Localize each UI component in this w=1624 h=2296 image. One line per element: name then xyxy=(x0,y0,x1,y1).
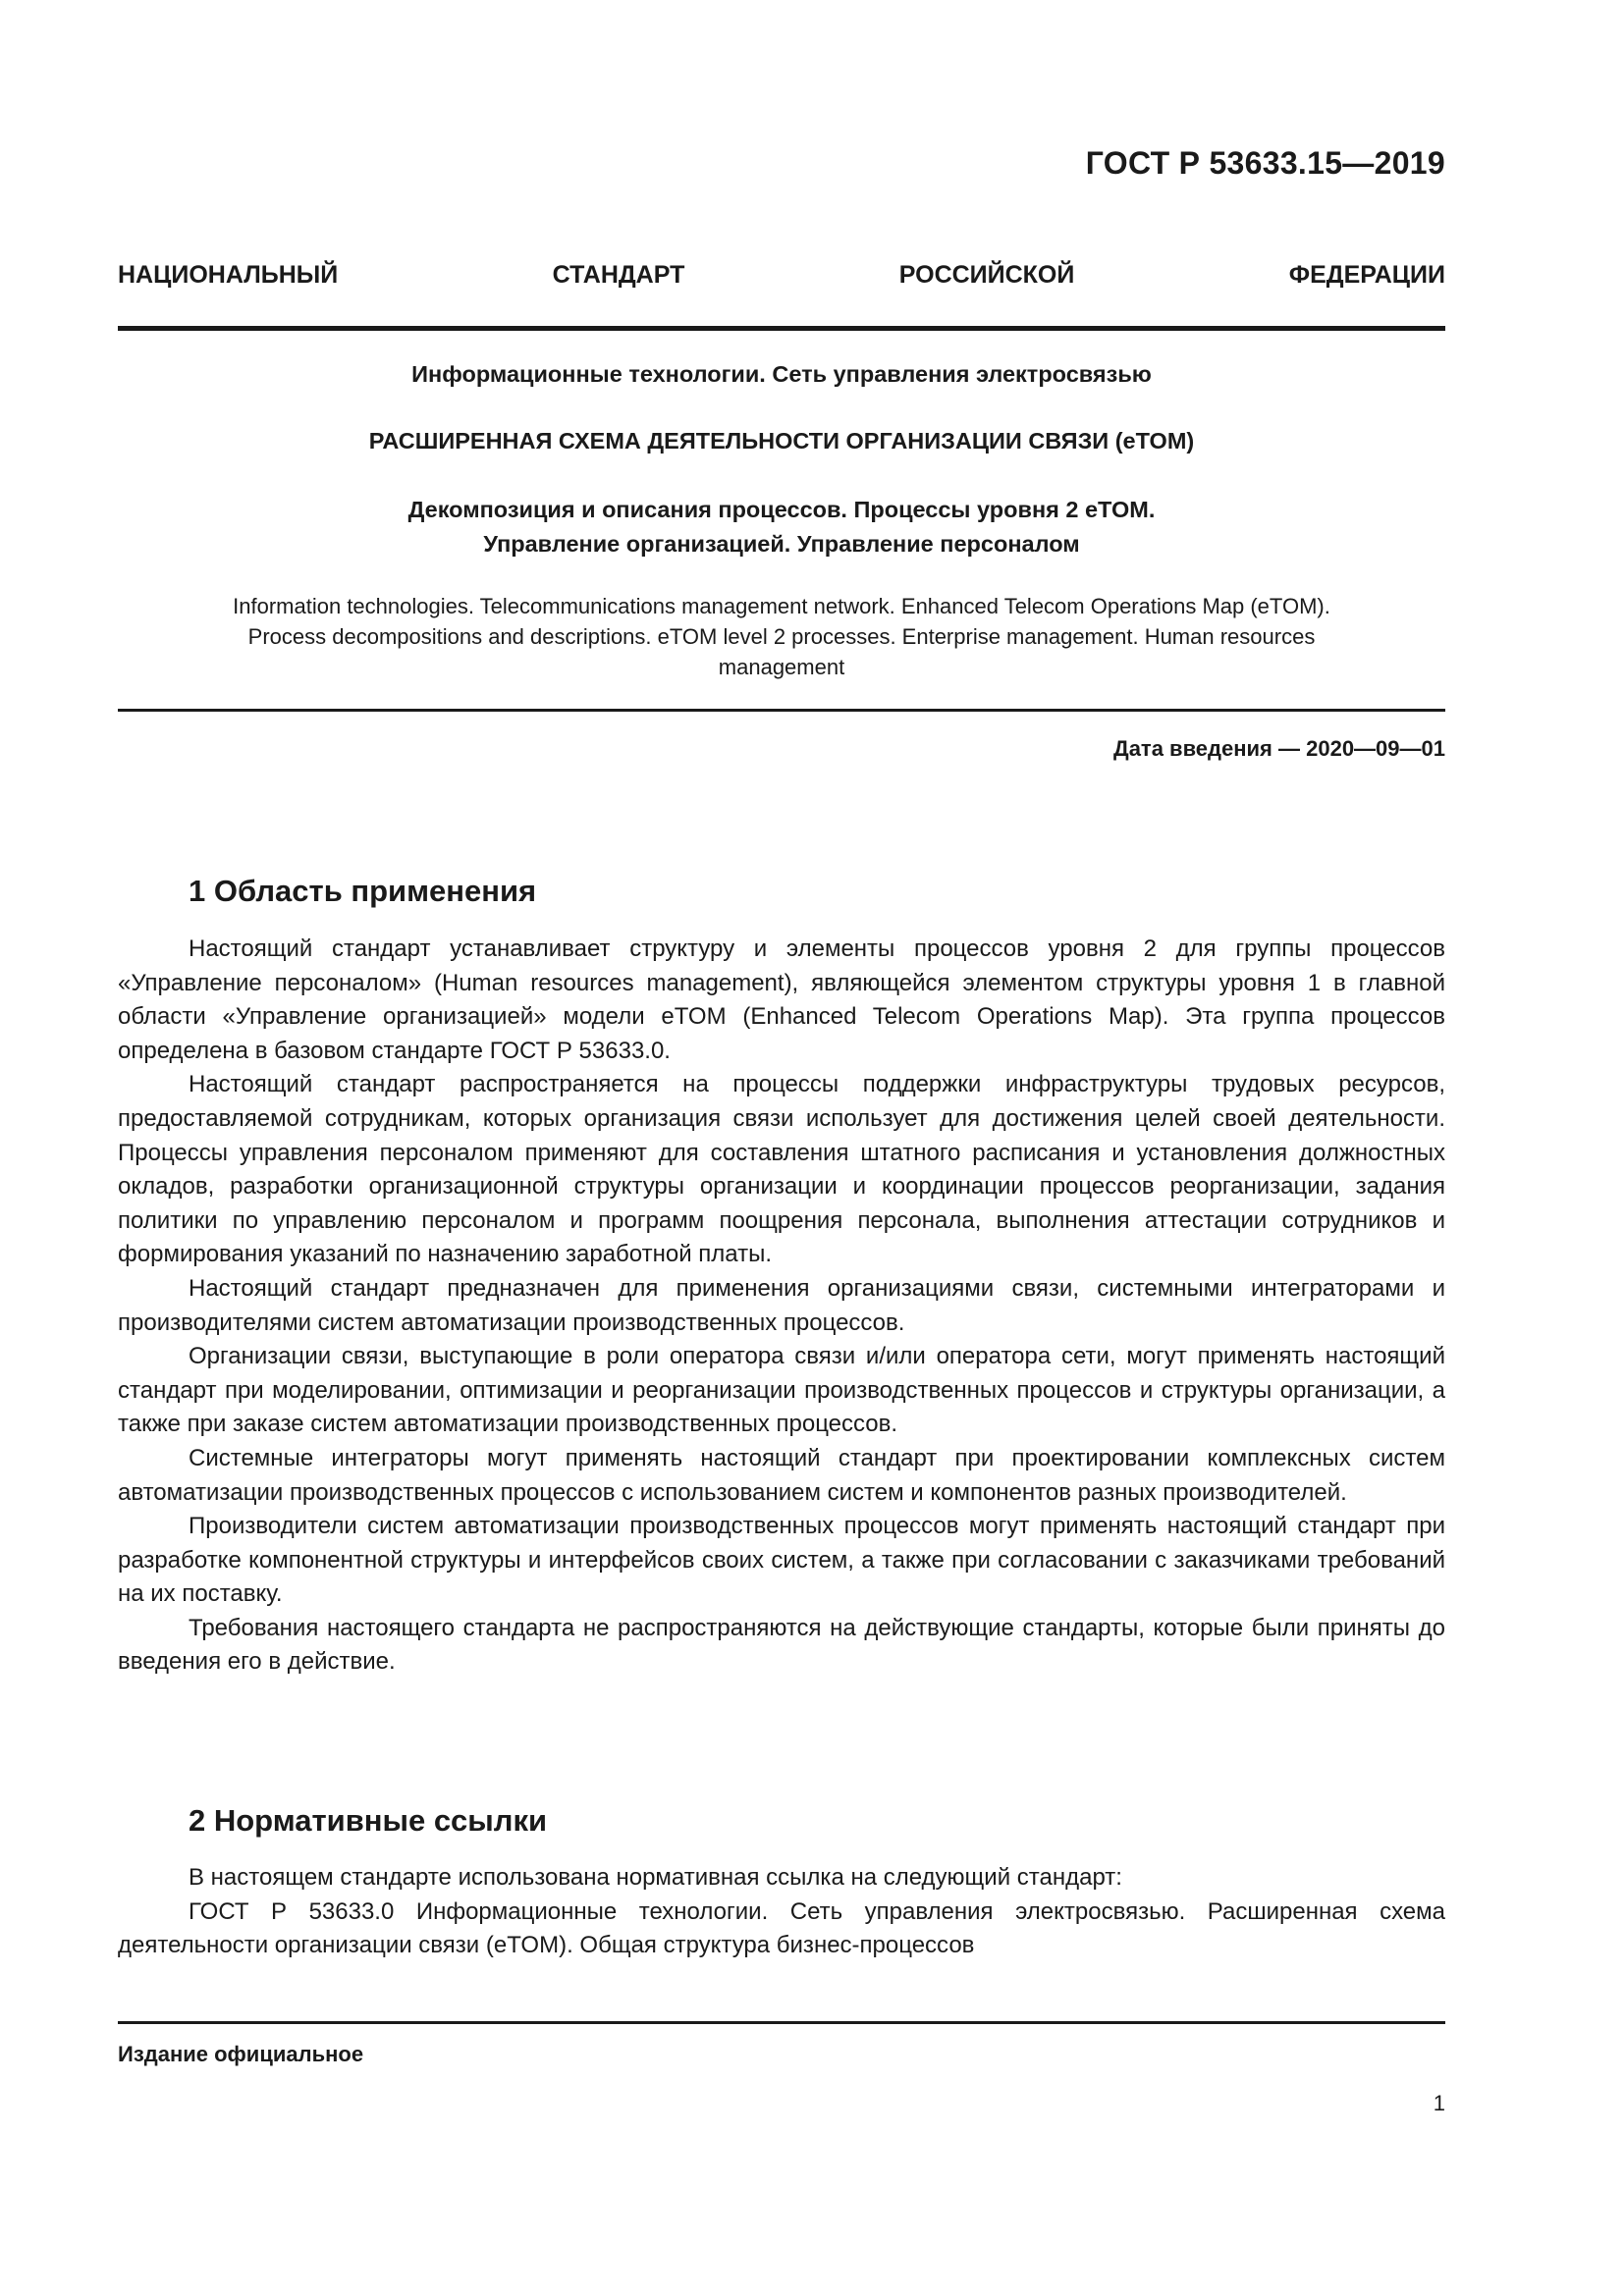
english-title-line-c: management xyxy=(718,655,845,679)
section-2-paragraph: ГОСТ Р 53633.0 Информационные технологии. Сеть управления электросвязью. Расширенная схема деятельности организации связи (eTOM). Общая структура бизнес-процессов xyxy=(118,1897,1445,1959)
english-title-line-b: Process decompositions and descriptions. eTOM level 2 processes. Enterprise management. Human resources xyxy=(247,624,1316,649)
official-edition-label: Издание официальное xyxy=(118,2042,364,2066)
section-2-body xyxy=(118,1861,1445,1963)
english-title xyxy=(118,591,1445,682)
section-1-paragraph: Настоящий стандарт предназначен для применения организациями связи, системными интеграторами и производителями систем автоматизации производственных процессов. xyxy=(118,1274,1445,1336)
section-1-paragraph: Производители систем автоматизации производственных процессов могут применять настоящий стандарт при разработке компонентной структуры и интерфейсов своих систем, а также при согласовании с заказчиками требований на их поставку. xyxy=(118,1513,1445,1608)
title-line-3a: Декомпозиция и описания процессов. Процессы уровня 2 eTOM. xyxy=(407,497,1156,522)
section-1-paragraph: Настоящий стандарт устанавливает структуру и элементы процессов уровня 2 для группы процессов «Управление персоналом» (Human resources management), являющейся элементом структуры уровня 1 в главной области «Управление организацией» модели eTOM (Enhanced Telecom Operations Map). Эта группа процессов определена в базовом стандарте ГОСТ Р 53633.0. xyxy=(118,935,1445,1064)
section-2-paragraph: В настоящем стандарте использована нормативная ссылка на следующий стандарт: xyxy=(189,1864,1122,1891)
title-line-1: Информационные технологии. Сеть управления электросвязью xyxy=(411,361,1152,387)
section-2-heading: 2 Нормативные ссылки xyxy=(189,1803,548,1838)
section-1-heading: 1 Область применения xyxy=(189,874,537,908)
footer-rule xyxy=(118,2021,1445,2024)
document-number: ГОСТ Р 53633.15—2019 xyxy=(1085,145,1445,181)
introduction-date: Дата введения — 2020—09—01 xyxy=(1113,736,1445,761)
section-1-paragraph: Требования настоящего стандарта не распространяются на действующие стандарты, которые были приняты до введения его в действие. xyxy=(118,1614,1445,1676)
title-line-2: РАСШИРЕННАЯ СХЕМА ДЕЯТЕЛЬНОСТИ ОРГАНИЗАЦИИ СВЯЗИ (eTOM) xyxy=(368,428,1195,454)
english-title-line-a: Information technologies. Telecommunications management network. Enhanced Telecom Operations Map (eTOM). xyxy=(233,594,1330,618)
title-rule xyxy=(118,709,1445,712)
title-line-3 xyxy=(118,493,1445,561)
section-1-paragraph: Настоящий стандарт распространяется на процессы поддержки инфраструктуры трудовых ресурсов, предоставляемой сотрудникам, которых организация связи использует для достижения целей своей деятельности. Процессы управления персоналом применяют для составления штатного расписания и установления должностных окладов, разработки организационной структуры организации и координации процессов реорганизации, задания политики по управлению персоналом и программ поощрения персонала, выполнения аттестации сотрудников и формирования указаний по назначению заработной платы. xyxy=(118,1071,1445,1268)
section-1-paragraph: Организации связи, выступающие в роли оператора связи и/или оператора сети, могут применять настоящий стандарт при моделировании, оптимизации и реорганизации производственных процессов и структуры организации, а также при заказе систем автоматизации производственных процессов. xyxy=(118,1343,1445,1438)
header-rule xyxy=(118,326,1445,331)
section-1-paragraph: Системные интеграторы могут применять настоящий стандарт при проектировании комплексных систем автоматизации производственных процессов с использованием систем и компонентов разных производителей. xyxy=(118,1444,1445,1506)
title-line-3b: Управление организацией. Управление персоналом xyxy=(483,531,1080,557)
page-number: 1 xyxy=(1433,2091,1445,2115)
national-standard-banner: НАЦИОНАЛЬНЫЙ СТАНДАРТ РОССИЙСКОЙ ФЕДЕРАЦИИ xyxy=(118,261,1445,289)
section-1-body xyxy=(118,933,1445,1680)
